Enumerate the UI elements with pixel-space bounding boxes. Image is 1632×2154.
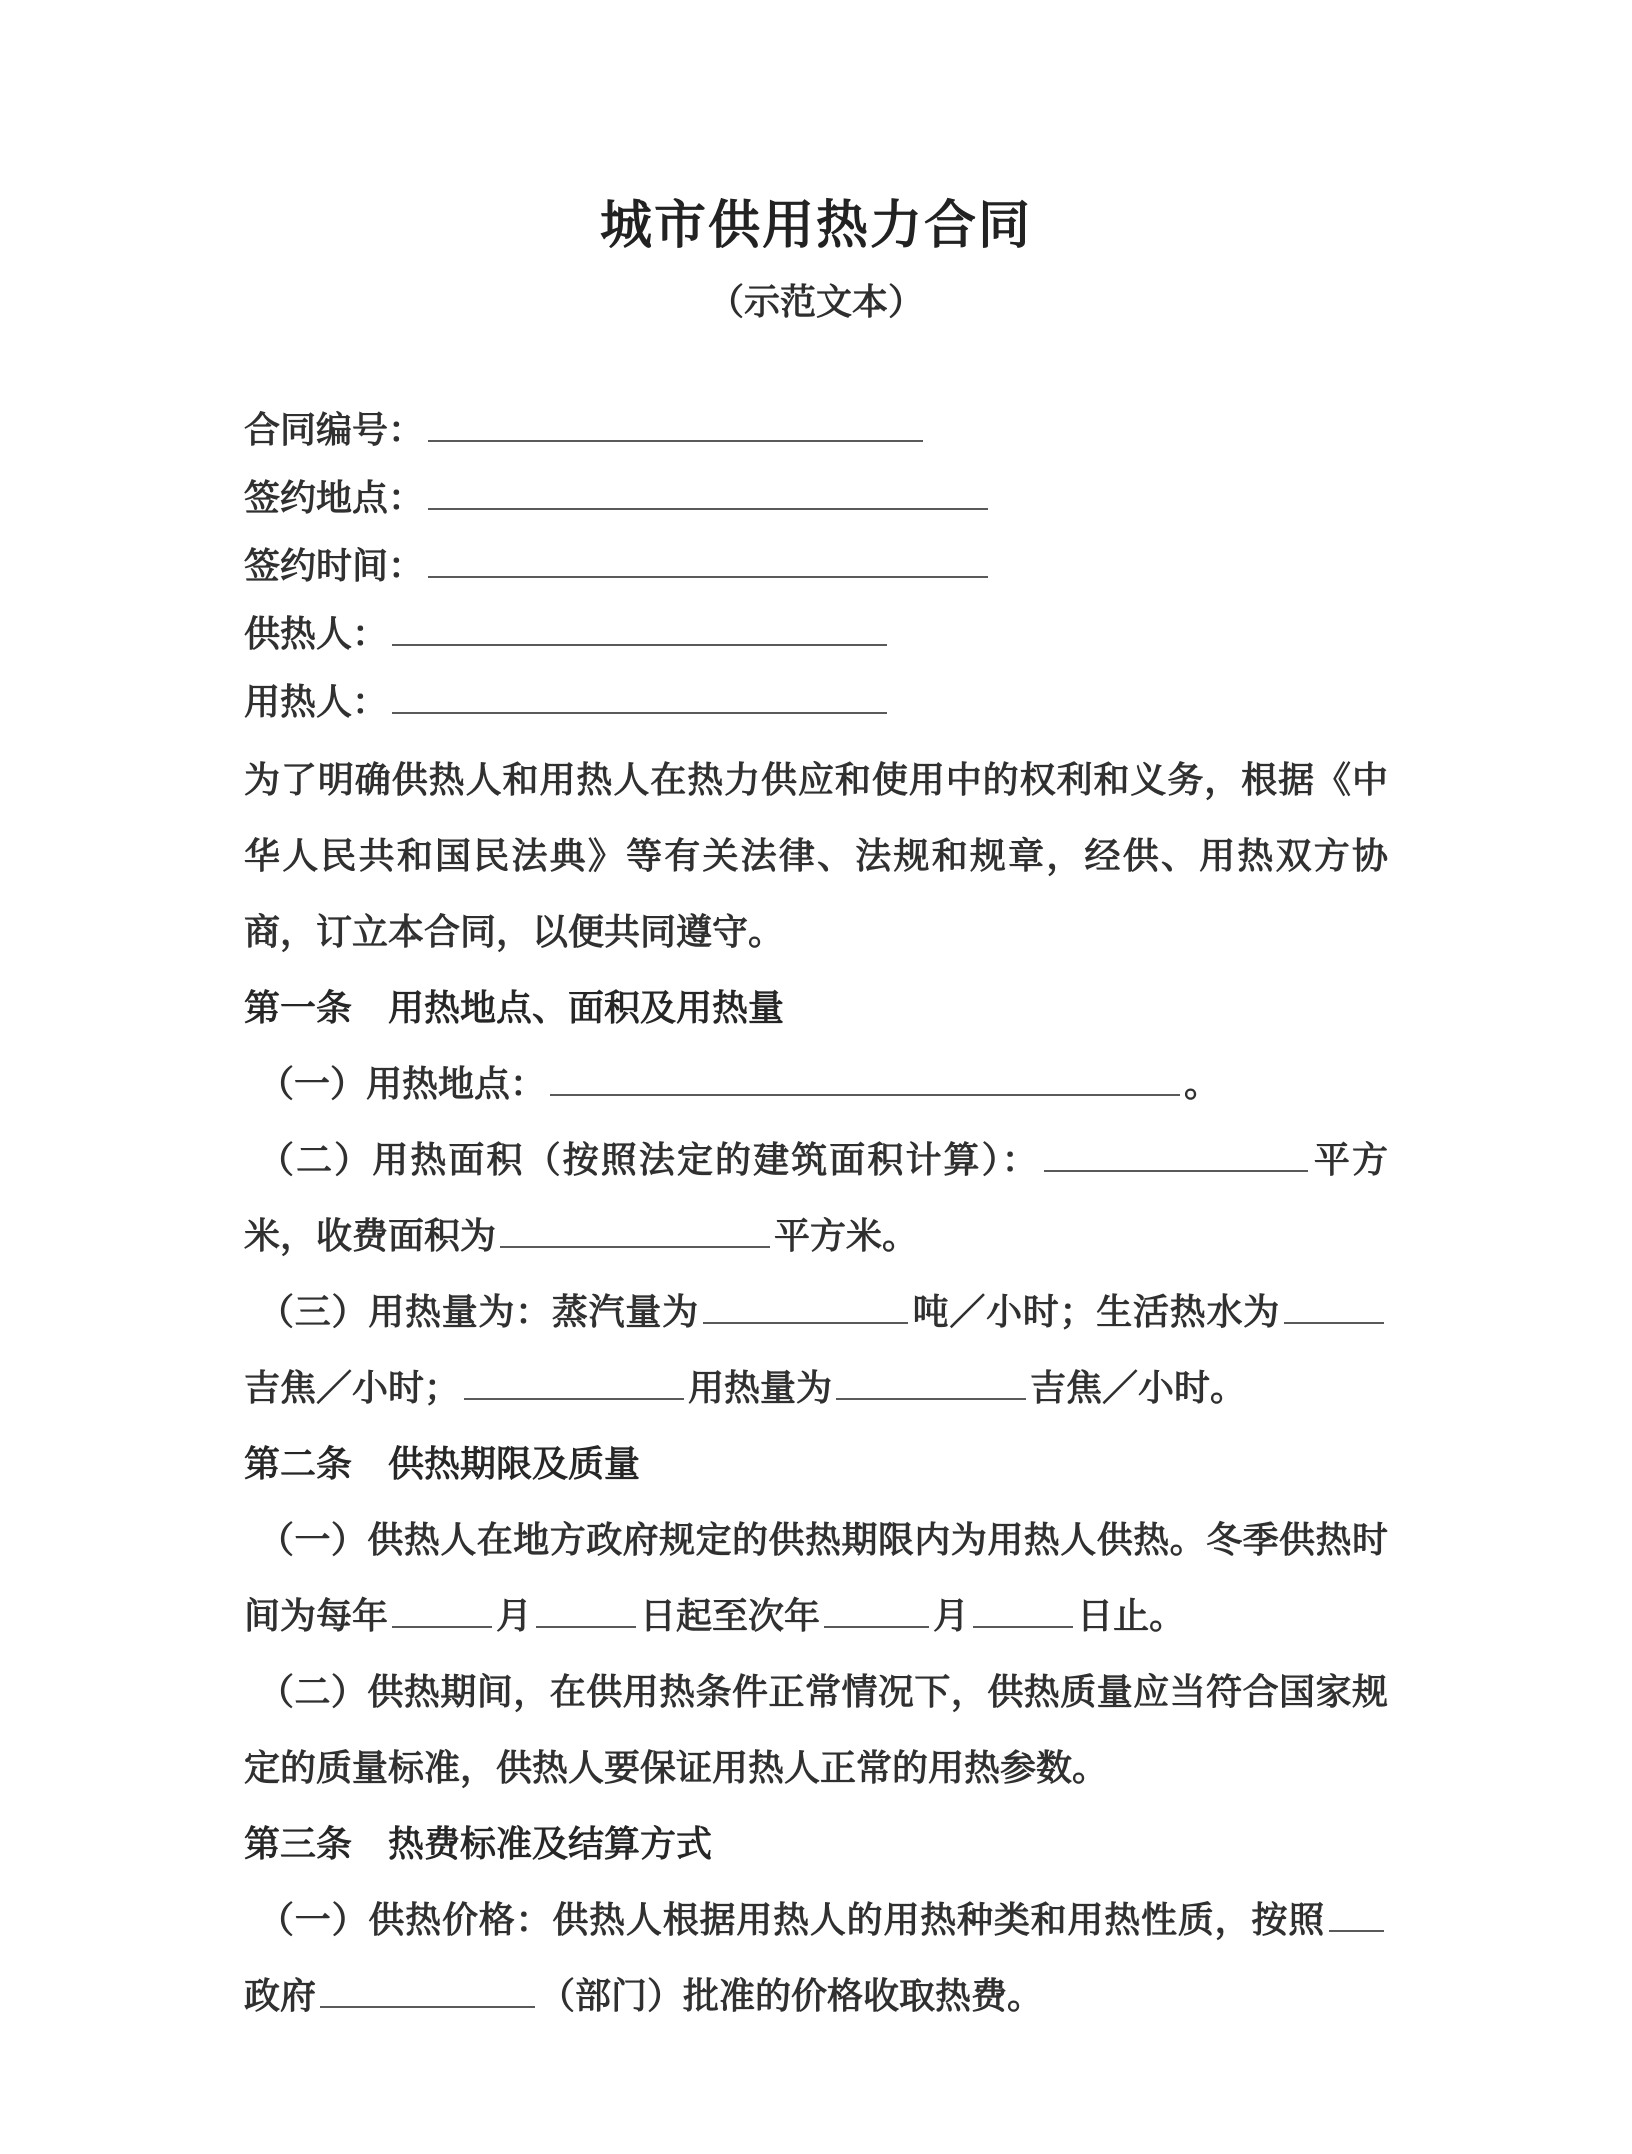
field-row [244,532,1388,600]
document-title: 城市供用热力合同 [599,197,1032,255]
blank-line [973,1590,1073,1628]
field-label: 合同编号： [244,409,425,450]
paragraph: 为了明确供热人和用热人在热力供应和使用中的权利和义务，根据《中华人民共和国民法典》等有关法律、法规和规章，经供、用热双方协商，订立本合同，以便共同遵守。 [244,759,1388,952]
blank-line [1044,1134,1308,1172]
blank-line [320,1970,535,2008]
field-label: 签约时间： [244,545,425,586]
paragraph: （二）供热期间，在供用热条件正常情况下，供热质量应当符合国家规定的质量标准，供热人要保证用热人正常的用热参数。 [244,1671,1388,1788]
contract-fields [244,396,1388,736]
field-label: 签约地点： [244,477,425,518]
document-header [244,197,1388,322]
blank-line [464,1362,684,1400]
field-label: 供热人： [244,613,389,654]
paragraph: （一）用热地点： 。 [244,1046,1388,1122]
blank-line [824,1590,929,1628]
paragraph: （三）用热量为：蒸汽量为 吨／小时；生活热水为吉焦／小时； 用热量为 吉焦／小时。 [244,1274,1388,1426]
blank-line [428,404,923,442]
blank-line [1284,1286,1384,1324]
document-body [244,742,1388,2034]
blank-line [392,1590,492,1628]
field-row [244,396,1388,464]
field-row [244,668,1388,736]
blank-line [500,1210,770,1248]
paragraph: （一）供热人在地方政府规定的供热期限内为用热人供热。冬季供热时间为每年 月 日起至次年 月 日止。 [244,1519,1388,1636]
field-label: 用热人： [244,681,389,722]
paragraph: （一）供热价格：供热人根据用热人的用热种类和用热性质，按照政府 （部门）批准的价格收取热费。 [244,1882,1388,2034]
field-row [244,464,1388,532]
section-heading: 第三条 热费标准及结算方式 [244,1823,713,1864]
section-heading: 第一条 用热地点、面积及用热量 [244,987,785,1028]
blank-line [428,540,988,578]
paragraph: （二）用热面积（按照法定的建筑面积计算）： 平方米，收费面积为 平方米。 [244,1122,1388,1274]
blank-line [536,1590,636,1628]
document-subtitle: （示范文本） [707,281,924,322]
blank-line [836,1362,1026,1400]
blank-line [1329,1894,1384,1932]
blank-line [703,1286,908,1324]
blank-line [428,472,988,510]
blank-line [392,676,887,714]
blank-line [392,608,887,646]
field-row [244,600,1388,668]
section-heading: 第二条 供热期限及质量 [244,1443,641,1484]
blank-line [550,1058,1180,1096]
